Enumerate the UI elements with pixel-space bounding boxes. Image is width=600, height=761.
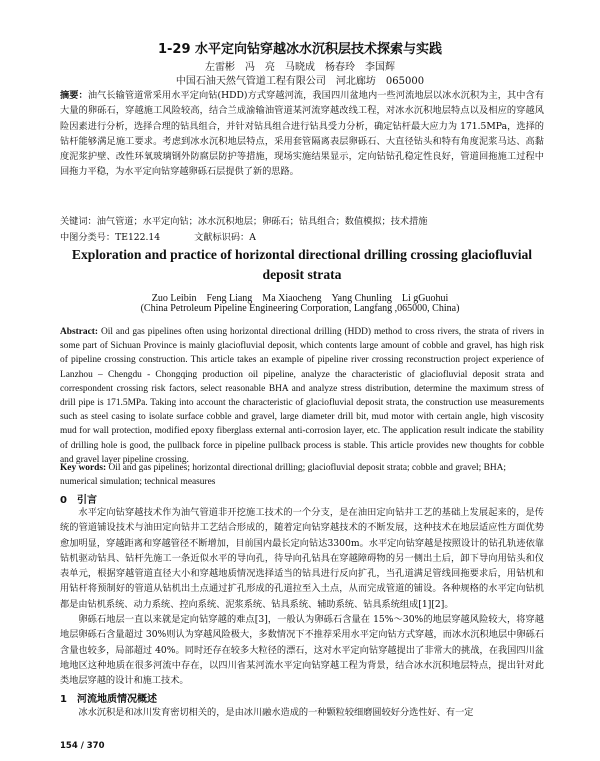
- section-1-heading: 1 河流地质情况概述: [60, 694, 157, 705]
- page-number: 154 / 370: [60, 741, 105, 751]
- section-0-body: [60, 505, 544, 689]
- keywords-en: [60, 461, 544, 489]
- document-code: 文献标识码：A: [194, 232, 256, 243]
- intro-paragraph-2: 卵砾石地层一直以来就是定向钻穿越的难点[3]，一般认为卵砾石含量在 15%～30%的地层穿越风险较大，将穿越地层卵砾石含量超过 30%则认为穿越风险极大，多数情况下不推荐采用水平定向钻方式穿越，而冰水沉积地层中卵砾石含量也较多，局部超过 40%。同时还存在较多大粒径的漂石，这对水平定向钻穿越提出了非常大的挑战，在我国四川盆地地区这种地质在很多河流中存在，以四川省某河流水平定向钻穿越工程为背景，结合冰水沉积地层特点，提出针对此类地层穿越的设计和施工技术。: [60, 614, 544, 687]
- affiliation-cn: 中国石油天然气管道工程有限公司 河北廊坊 065000: [175, 76, 425, 87]
- section-1-text: 冰水沉积是和冰川发育密切相关的，是由冰川融水造成的一种颗粒较细磨圆较好分选性好、有一定: [78, 707, 474, 718]
- paper-title-en: Exploration and practice of horizontal directional drilling crossing glaciofluvial deposit strata: [71, 247, 533, 282]
- abstract-cn: [60, 88, 544, 180]
- paper-title-cn: 1-29 水平定向钻穿越冰水沉积层技术探索与实践: [157, 42, 443, 57]
- keywords-cn: [60, 213, 544, 227]
- authors-cn: 左雷彬 冯 亮 马晓成 杨春玲 李国辉: [205, 62, 395, 73]
- abstract-en-label: Abstract:: [60, 327, 99, 337]
- keywords-cn-text: 油气管道；水平定向钻；冰水沉积地层；卵砾石；钻具组合；数值模拟；技术措施: [96, 216, 428, 227]
- abstract-en-text: Oil and gas pipelines often using horizontal directional drilling (HDD) method to cross rivers, the strata of rivers in some part of Sichuan Province is mainly glaciofluvial deposit, which contents large amount of cobble and gravel, has high risk of pipeline crossing construction. This article takes an example of pipeline river crossing reconstruction project experience of Lanzhou – Chengdu - Chongqing production oil pipeline, analyze the characteristic of glaciofluvial deposit strata and correspondent crossing risk factors, select reasonable BHA and analyze stress distribution, determine the maximum stress of drill pipe is 171.5MPa. Taking into account the characteristic of glaciofluvial deposit strata, the construction use measurements such as steel casing to isolate surface cobble and gravel, large diameter drill bit, mud motor with certain angle, high viscosity mud for wall protection, modified epoxy fiberglass external anti-corrosion layer, etc. The application result indicate the stability of drilling hole is good, the pullback force in pipeline pullback process is stable. This article provides new thoughts for cobble and gravel layer pipeline crossing.: [60, 327, 545, 465]
- abstract-en: [60, 325, 544, 467]
- keywords-en-text: Oil and gas pipelines; horizontal directional drilling; glaciofluvial deposit strata; cobble and gravel; BHA; numerical simulation; technical measures: [60, 463, 506, 488]
- keywords-cn-label: 关键词：: [60, 216, 97, 227]
- abstract-cn-text: 油气长输管道常采用水平定向钻(HDD)方式穿越河流，我国四川盆地内一些河流地层以冰水沉积为主，其中含有大量的卵砾石，穿越施工风险较高，结合兰成渝输油管道某河流穿越改线工程，对冰水沉积地层特点以及相应的穿越风险因素进行分析，选择合理的钻具组合，并针对钻具组合进行钻具受力分析，确定钻杆最大应力为 171.5MPa，选择的钻杆能够满足施工要求。考虑到冰水沉积地层特点，采用套管隔离表层卵砾石、大直径钻头和特有角度泥浆马达、高黏度泥浆护壁、改性环氧玻璃钢外防腐层防护等措施，现场实施结果显示，定向钻钻孔稳定性良好，管道回拖施工过程中回拖力平稳，为水平定向钻穿越卵砾石层提供了新的思路。: [60, 90, 545, 178]
- section-0-heading: 0 引言: [60, 495, 97, 506]
- affiliation-en: (China Petroleum Pipeline Engineering Corporation, Langfang ,065000, China): [140, 303, 460, 314]
- classification-cn: [60, 229, 544, 243]
- authors-en: Zuo Leibin Feng Liang Ma Xiaocheng Yang Chunling Li gGuohui: [151, 293, 449, 304]
- abstract-cn-label: 摘要：: [60, 90, 88, 101]
- clc-number: 中图分类号：TE122.14: [60, 232, 161, 243]
- intro-paragraph-1: 水平定向钻穿越技术作为油气管道非开挖施工技术的一个分支，是在油田定向钻井工艺的基础上发展起来的，是传统的管道铺设技术与油田定向钻井工艺结合形成的，随着定向钻穿越技术的不断发展，这种技术在地层适应性方面优势愈加明显，穿越距离和穿越管径不断增加，目前国内最长定向钻达3300m。水平定向钻穿越是按照设计的钻孔轨迹依靠钻机驱动钻具、钻杆先施工一条近似水平的导向孔，待导向孔钻具在穿越障碍物的另一侧出土后，卸下导向用钻头和仪表单元，根据穿越管道直径大小和穿越地质情况选择适当的钻具进行反向扩孔，当孔道满足管线回拖要求后，用钻机和用钻杆将预制好的管道从钻机出土点通过扩孔形成的孔道拉至入土点，从而完成管道的铺设。各种规格的水平定向钻机都是由钻机系统、动力系统、控向系统、泥浆系统、钻具系统、辅助系统、钻具系统组成[1][2]。: [60, 507, 544, 610]
- keywords-en-label: Key words:: [60, 463, 107, 473]
